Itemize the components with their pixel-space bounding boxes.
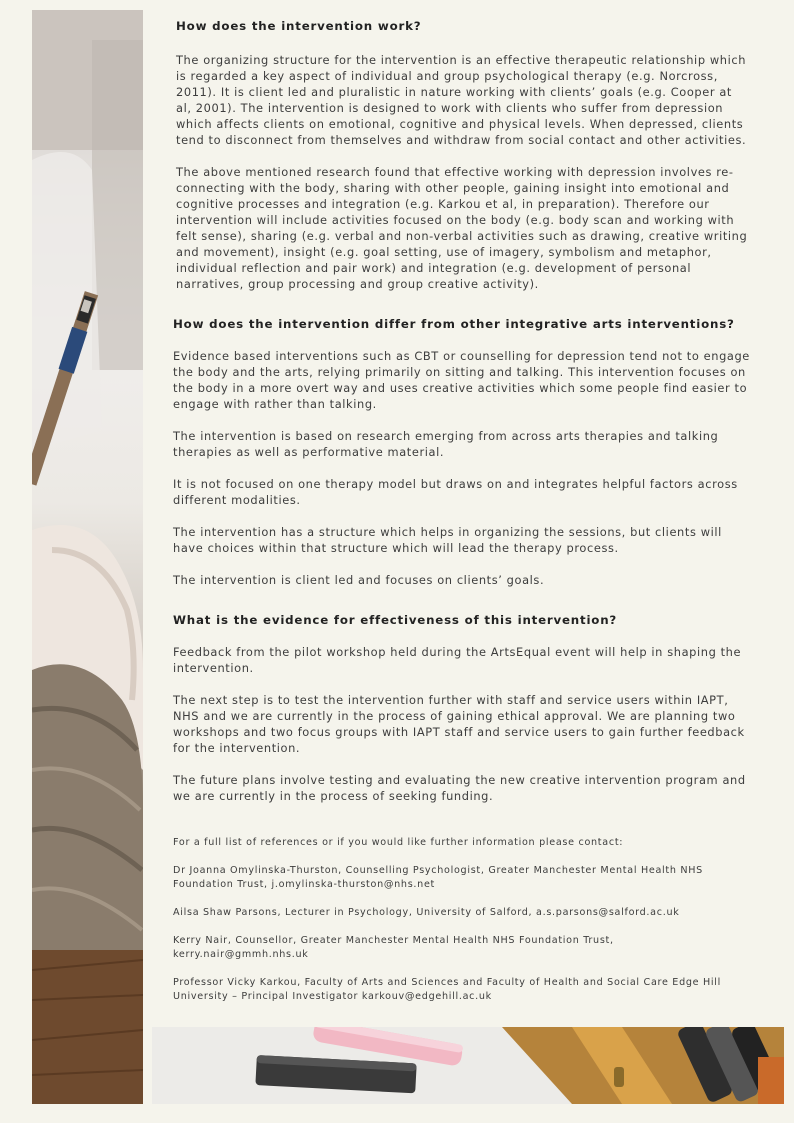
contact-person: Professor Vicky Karkou, Faculty of Arts and Sciences and Faculty of Health and Social Care Edge Hill University – Principal Investigator karkouv@edgehill.ac.uk	[173, 977, 722, 1002]
contact-person: Dr Joanna Omylinska-Thurston, Counselling Psychologist, Greater Manchester Mental Health NHS Foundation Trust, j.omylinska-thurston@nhs.net	[173, 865, 703, 890]
section-paragraph: The future plans involve testing and evaluating the new creative intervention program and we are currently in the process of seeking funding.	[173, 773, 746, 803]
contact-intro: For a full list of references or if you would like further information please contact:	[173, 837, 624, 848]
section-differences	[173, 316, 751, 588]
section-how-it-works	[173, 18, 751, 292]
section-heading: What is the evidence for effectiveness of this intervention?	[173, 613, 618, 627]
section-paragraph: The intervention is client led and focuses on clients’ goals.	[173, 573, 545, 587]
section-paragraph: Feedback from the pilot workshop held during the ArtsEqual event will help in shaping the intervention.	[173, 645, 742, 675]
section-paragraph: Evidence based interventions such as CBT or counselling for depression tend not to engage the body and the arts, relying primarily on sitting and talking. This intervention focuses on the body in a more overt way and uses creative activities which some people find easier to engage with rather than talking.	[173, 349, 750, 411]
section-paragraph: The above mentioned research found that effective working with depression involves re-connecting with the body, sharing with other people, gaining insight into emotional and cognitive processes and integration (e.g. Karkou et al, in preparation). Therefore our intervention will include activities focused on the body (e.g. body scan and working with felt sense), sharing (e.g. verbal and non-verbal activities such as drawing, creative writing and movement), insight (e.g. goal setting, use of imagery, symbolism and metaphor, individual reflection and pair work) and integration (e.g. development of personal narratives, group processing and group creative activity).	[176, 165, 748, 291]
section-evidence	[173, 612, 751, 804]
contact-person: Kerry Nair, Counsellor, Greater Manchester Mental Health NHS Foundation Trust, kerry.nair@gmmh.nhs.uk	[173, 935, 614, 960]
section-paragraph: The intervention has a structure which helps in organizing the sessions, but clients will have choices within that structure which will lead the therapy process.	[173, 525, 722, 555]
side-photo-person-writing	[32, 10, 143, 1104]
bottom-photo-art-supplies	[152, 1027, 784, 1104]
contact-person: Ailsa Shaw Parsons, Lecturer in Psychology, University of Salford, a.s.parsons@salford.ac.uk	[173, 907, 680, 918]
section-paragraph: The next step is to test the intervention further with staff and service users within IAPT, NHS and we are currently in the process of gaining ethical approval. We are planning two workshops and two focus groups with IAPT staff and service users to gain further feedback for the intervention.	[173, 693, 745, 755]
section-heading: How does the intervention work?	[176, 19, 422, 33]
section-paragraph: The intervention is based on research emerging from across arts therapies and talking therapies as well as performative material.	[173, 429, 719, 459]
section-paragraph: It is not focused on one therapy model but draws on and integrates helpful factors across different modalities.	[173, 477, 738, 507]
section-paragraph: The organizing structure for the intervention is an effective therapeutic relationship which is regarded a key aspect of individual and group psychological therapy (e.g. Norcross, 2011). It is client led and pluralistic in nature working with clients’ goals (e.g. Cooper at al, 2001). The intervention is designed to work with clients who suffer from depression which affects clients on emotional, cognitive and physical levels. When depressed, clients tend to disconnect from themselves and withdraw from social contact and other activities.	[176, 53, 747, 147]
contact-block	[173, 836, 751, 1004]
section-heading: How does the intervention differ from other integrative arts interventions?	[173, 317, 735, 331]
main-content	[173, 18, 751, 1004]
